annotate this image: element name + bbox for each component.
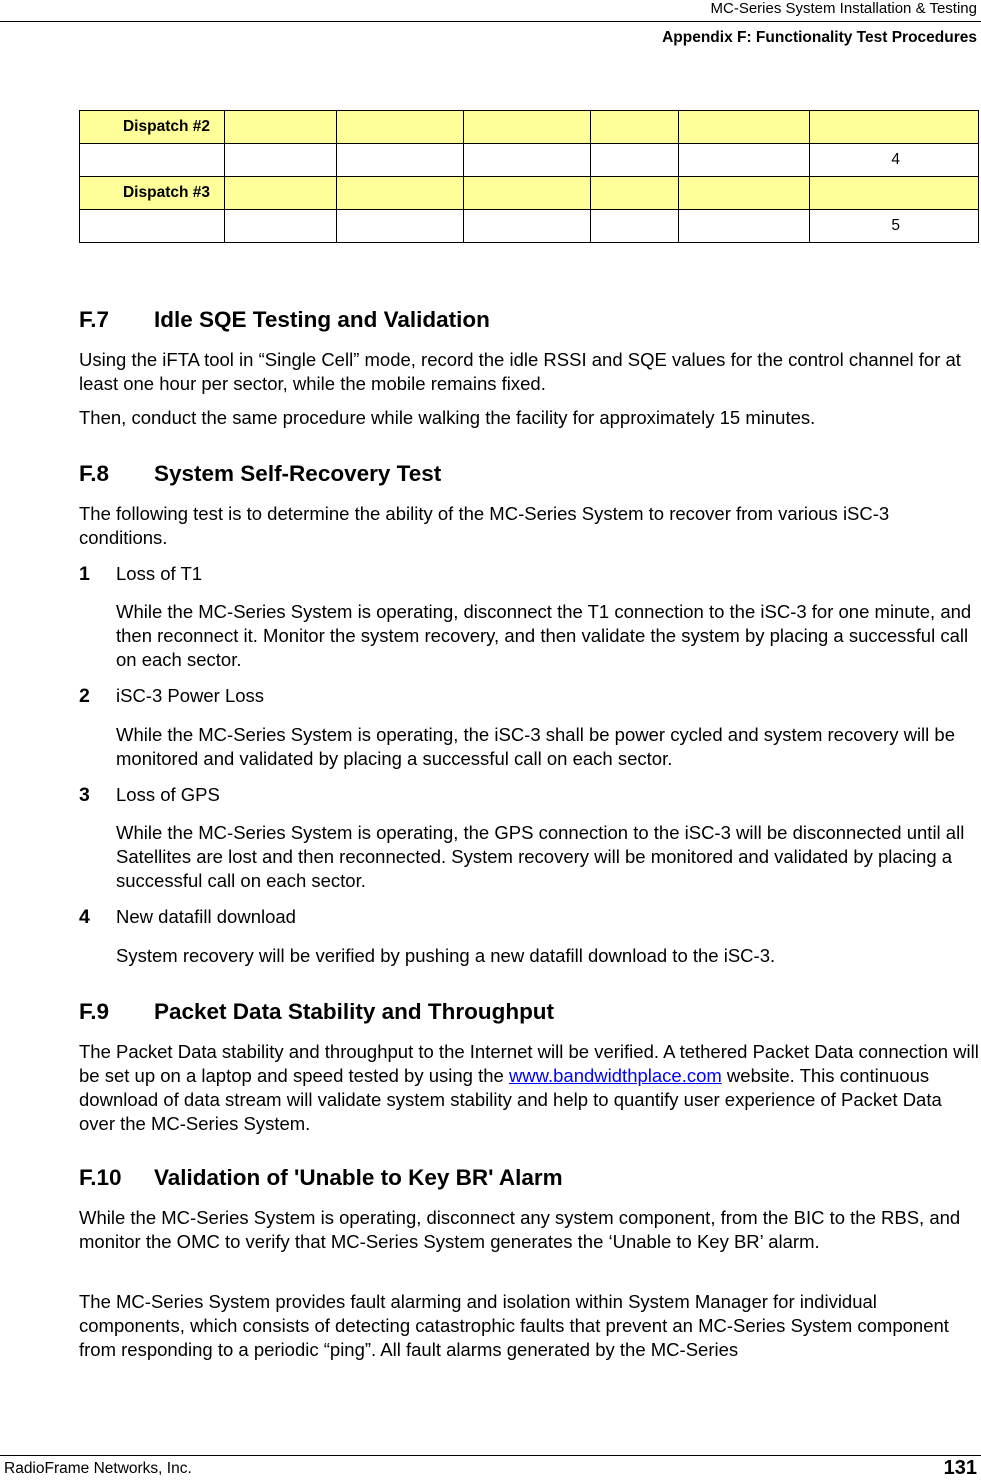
list-item-title: Loss of GPS <box>116 784 220 805</box>
list-number: 4 <box>79 906 90 928</box>
footer-company: RadioFrame Networks, Inc. <box>4 1460 192 1477</box>
list-item-title: New datafill download <box>116 906 296 927</box>
footer-rule <box>0 1455 981 1456</box>
table-cell <box>337 177 464 210</box>
paragraph: While the MC-Series System is operating, disconnect the T1 connection to the iSC-3 for one minute, and then reconnect it. Monitor the system recovery, and then validate the system by placing a successful call on each sector. <box>116 601 972 670</box>
header-rule <box>0 21 981 22</box>
list-item <box>79 563 202 586</box>
table-cell <box>464 177 591 210</box>
table-cell <box>464 144 591 177</box>
table-cell: Dispatch #2 <box>80 111 225 144</box>
table-cell <box>464 210 591 243</box>
table-cell <box>464 111 591 144</box>
table-cell <box>337 144 464 177</box>
list-number: 3 <box>79 784 90 806</box>
table-cell <box>80 144 225 177</box>
page-number: 131 <box>943 1457 977 1479</box>
table-cell <box>591 177 679 210</box>
section-title: Validation of 'Unable to Key BR' Alarm <box>154 1165 563 1190</box>
paragraph: The following test is to determine the ability of the MC-Series System to recover from various iSC-3 conditions. <box>79 503 890 548</box>
table-cell <box>225 177 337 210</box>
section-number: F.10 <box>79 1165 122 1190</box>
section-heading-f8 <box>79 461 441 487</box>
table-cell <box>337 210 464 243</box>
running-header-title: MC-Series System Installation & Testing <box>710 0 977 17</box>
section-title: Packet Data Stability and Throughput <box>154 999 555 1024</box>
list-item-title: iSC-3 Power Loss <box>116 685 265 706</box>
table-cell <box>337 111 464 144</box>
section-title: System Self-Recovery Test <box>154 461 442 486</box>
list-item-title: Loss of T1 <box>116 563 203 584</box>
bandwidthplace-link[interactable]: www.bandwidthplace.com <box>508 1065 722 1086</box>
section-heading-f10 <box>79 1165 563 1191</box>
paragraph: Then, conduct the same procedure while walking the facility for approximately 15 minutes. <box>79 407 816 428</box>
list-item <box>79 685 264 708</box>
table-cell <box>591 111 679 144</box>
paragraph: System recovery will be verified by pushing a new datafill download to the iSC-3. <box>116 945 776 966</box>
paragraph: While the MC-Series System is operating, the iSC-3 shall be power cycled and system recovery will be monitored and validated by placing a successful call on each sector. <box>116 724 955 769</box>
list-item <box>79 906 296 929</box>
table-cell: 5 <box>810 210 979 243</box>
section-number: F.9 <box>79 999 110 1024</box>
table-row <box>80 144 979 177</box>
section-heading-f9 <box>79 999 554 1025</box>
paragraph: While the MC-Series System is operating, disconnect any system component, from the BIC to the RBS, and monitor the OMC to verify that MC-Series System generates the ‘Unable to Key BR’ alarm. <box>79 1207 961 1252</box>
table-cell <box>591 144 679 177</box>
table-cell <box>679 210 810 243</box>
table-cell: 4 <box>810 144 979 177</box>
paragraph-text: website. This continuous download of data stream will validate system stability and help to quantify user experience of Packet Data over the MC-Series System. <box>79 1065 942 1134</box>
table-cell <box>679 144 810 177</box>
table-cell <box>679 177 810 210</box>
table-row <box>80 210 979 243</box>
section-number: F.7 <box>79 307 110 332</box>
table-cell <box>225 144 337 177</box>
table-cell: Dispatch #3 <box>80 177 225 210</box>
paragraph-text: The Packet Data stability and throughput to the Internet will be verified. A tethered Packet Data connection will be set up on a laptop and speed tested by using the <box>79 1041 979 1086</box>
running-header-subtitle: Appendix F: Functionality Test Procedures <box>662 29 977 46</box>
table-row <box>80 111 979 144</box>
table-cell <box>80 210 225 243</box>
table-cell <box>591 210 679 243</box>
table-cell <box>679 111 810 144</box>
dispatch-table <box>79 110 979 243</box>
table-cell <box>225 111 337 144</box>
paragraph: The MC-Series System provides fault alarming and isolation within System Manager for individual components, which consists of detecting catastrophic faults that prevent an MC-Series System component from responding to a periodic “ping”. All fault alarms generated by the MC-Series <box>79 1291 949 1360</box>
section-title: Idle SQE Testing and Validation <box>154 307 490 332</box>
section-heading-f7 <box>79 307 490 333</box>
table-cell <box>225 210 337 243</box>
list-number: 2 <box>79 685 90 707</box>
table-cell <box>810 177 979 210</box>
paragraph: Using the iFTA tool in “Single Cell” mode, record the idle RSSI and SQE values for the control channel for at least one hour per sector, while the mobile remains fixed. <box>79 349 961 394</box>
section-number: F.8 <box>79 461 110 486</box>
table-row <box>80 177 979 210</box>
list-number: 1 <box>79 563 90 585</box>
list-item <box>79 784 220 807</box>
table-cell <box>810 111 979 144</box>
paragraph <box>79 1040 979 1136</box>
paragraph: While the MC-Series System is operating, the GPS connection to the iSC-3 will be disconnected until all Satellites are lost and then reconnected. System recovery will be monitored and validated by placing a successful call on each sector. <box>116 822 965 891</box>
